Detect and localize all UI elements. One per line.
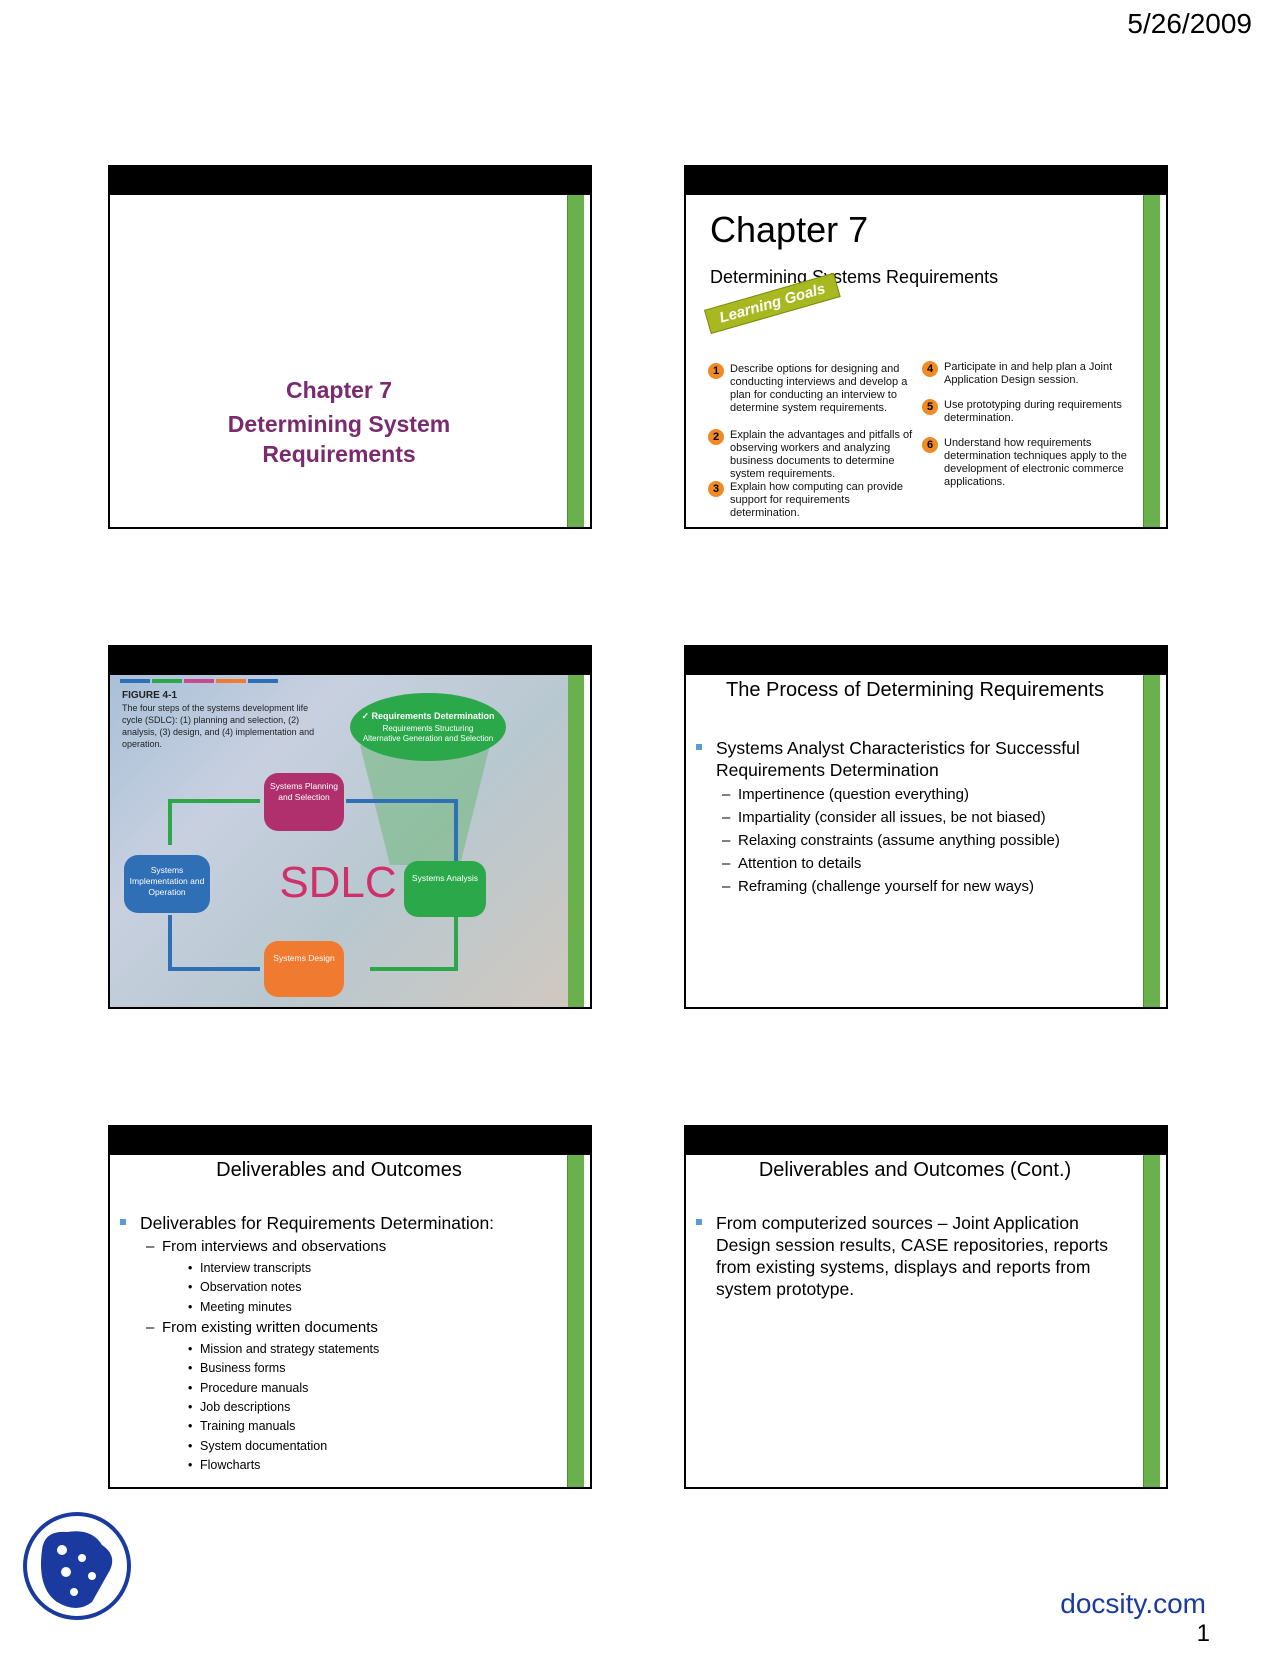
design-label: Systems Design — [273, 953, 335, 963]
goal-text: Use prototyping during requirements determination. — [944, 399, 1122, 424]
analysis-label: Systems Analysis — [411, 873, 479, 883]
sub-bullet: – From interviews and observations — [162, 1237, 386, 1257]
list-item: • Job descriptions — [200, 1399, 290, 1415]
goal-text: Explain the advantages and pitfalls of observing workers and analyzing business documents to determine system requirements. — [730, 429, 913, 480]
slide-side-bar — [1143, 195, 1160, 527]
chapter-subtitle: Determining Systems Requirements — [710, 267, 999, 287]
slide-1 — [108, 165, 592, 529]
title-line-1: Chapter 7 — [285, 377, 393, 403]
goal-text: Participate in and help plan a Joint Application Design session. — [944, 361, 1113, 386]
list-item: • Meeting minutes — [200, 1299, 292, 1315]
slide-side-bar — [1143, 1155, 1160, 1487]
slide-1-title — [110, 375, 568, 469]
slide-title: Deliverables and Outcomes — [216, 1159, 462, 1181]
goal-text: Explain how computing can provide support for requirements determination. — [730, 481, 904, 519]
goal-item — [712, 429, 916, 481]
slide-4 — [684, 645, 1168, 1009]
list-item: • Procedure manuals — [200, 1380, 308, 1396]
analysis-box — [404, 861, 486, 917]
slide-title: The Process of Determining Requirements — [726, 679, 1104, 701]
list-item: • Interview transcripts — [200, 1260, 311, 1276]
figure-number: FIGURE 4-1 — [122, 690, 178, 701]
design-box — [264, 941, 344, 997]
goal-text: Understand how requirements determination techniques apply to the development of electronic commerce applications. — [944, 437, 1127, 488]
slide-top-bar — [686, 647, 1166, 675]
page-number: 1 — [1196, 1620, 1210, 1647]
slide-6 — [684, 1125, 1168, 1489]
slide-side-bar — [567, 1155, 584, 1487]
flow-arrow — [170, 915, 260, 969]
funnel-shape — [360, 745, 490, 865]
docsity-brand[interactable]: docsity.com — [1060, 1588, 1206, 1619]
sub-bullet: – Impertinence (question everything) — [738, 785, 969, 805]
req-sub2: Alternative Generation and Selection — [362, 734, 494, 743]
docsity-logo-icon — [22, 1510, 132, 1622]
flow-arrow — [170, 801, 260, 845]
slide-top-bar — [110, 647, 590, 675]
bullet-main: Systems Analyst Characteristics for Successful Requirements Determination — [716, 737, 1116, 781]
list-item: • Training manuals — [200, 1418, 295, 1434]
slide-3 — [108, 645, 592, 1009]
slide-2 — [684, 165, 1168, 529]
sub-bullet: – Relaxing constraints (assume anything possible) — [738, 831, 1060, 851]
slide-side-bar — [567, 195, 584, 527]
list-item: • Mission and strategy statements — [200, 1341, 379, 1357]
list-item: • Flowcharts — [200, 1457, 260, 1473]
bullet-main: From computerized sources – Joint Application Design session results, CASE repositories, reports from existing systems, displays and reports from system prototype. — [716, 1212, 1116, 1300]
planning-label: Systems Planning and Selection — [269, 781, 339, 802]
page-date: 5/26/2009 — [1127, 8, 1252, 39]
goal-number: 4 — [922, 361, 938, 377]
goal-item — [712, 481, 916, 520]
goal-item — [926, 361, 1142, 387]
slide-top-bar — [686, 1127, 1166, 1155]
implementation-label: Systems Implementation and Operation — [129, 865, 205, 897]
goal-item — [926, 399, 1142, 425]
goal-item — [926, 437, 1142, 489]
figure-caption — [122, 690, 322, 750]
goal-number: 2 — [708, 429, 724, 445]
slide-top-bar — [110, 167, 590, 195]
list-item: • Observation notes — [200, 1279, 301, 1295]
flow-arrow — [370, 915, 456, 969]
goal-number: 3 — [708, 481, 724, 497]
title-line-3: Requirements — [262, 441, 416, 467]
goal-item — [712, 363, 916, 415]
goal-number: 1 — [708, 363, 724, 379]
slide-top-bar — [686, 167, 1166, 195]
sub-bullet: – Attention to details — [738, 854, 861, 874]
sub-bullet: – Reframing (challenge yourself for new ways) — [738, 877, 1034, 897]
req-title: ✓ Requirements Determination — [361, 711, 495, 721]
slide-side-bar — [1143, 675, 1160, 1007]
learning-goals-badge: Learning Goals — [704, 273, 841, 334]
slide-top-bar — [110, 1127, 590, 1155]
sdlc-center-label: SDLC — [279, 858, 397, 907]
goal-number: 6 — [922, 437, 938, 453]
chapter-title: Chapter 7 — [710, 209, 869, 250]
color-stripe — [120, 679, 278, 683]
slide-title: Deliverables and Outcomes (Cont.) — [758, 1159, 1072, 1181]
bullet-main: Deliverables for Requirements Determination: — [140, 1213, 495, 1233]
sub-bullet: – Impartiality (consider all issues, be not biased) — [738, 808, 1046, 828]
list-item: • System documentation — [200, 1438, 327, 1454]
goal-number: 5 — [922, 399, 938, 415]
goal-text: Describe options for designing and conducting interviews and develop a plan for conducting an interview to determine system requirements. — [730, 363, 908, 414]
figure-caption-text: The four steps of the systems development life cycle (SDLC): (1) planning and selection, (2) analysis, (3) design, and (4) implementation and operation. — [122, 703, 315, 749]
list-item: • Business forms — [200, 1360, 285, 1376]
slide-5 — [108, 1125, 592, 1489]
title-line-2: Determining System — [227, 411, 451, 437]
sub-bullet: – From existing written documents — [162, 1318, 378, 1338]
req-sub1: Requirements Structuring — [382, 724, 474, 733]
